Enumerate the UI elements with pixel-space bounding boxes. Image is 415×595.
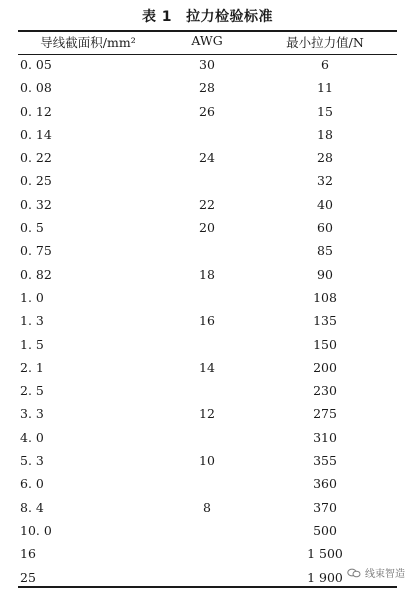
cell-awg: 16: [199, 313, 215, 329]
cell-cross-section: 3. 3: [20, 406, 44, 422]
cell-min-tension: 200: [313, 359, 337, 375]
cell-cross-section: 16: [20, 546, 36, 562]
cell-min-tension: 230: [313, 383, 337, 399]
table-row: [0, 360, 415, 383]
cell-cross-section: 0. 08: [20, 80, 52, 96]
cell-awg: 18: [199, 266, 215, 282]
cell-min-tension: 310: [313, 429, 337, 445]
cell-min-tension: 15: [317, 103, 333, 119]
table-row: [0, 313, 415, 336]
table-bottom-rule: [18, 586, 397, 588]
table-row: [0, 197, 415, 220]
cell-awg: 30: [199, 57, 215, 72]
cell-cross-section: 0. 22: [20, 150, 52, 166]
cell-cross-section: 0. 5: [20, 220, 44, 236]
table-row: [0, 406, 415, 429]
cell-min-tension: 90: [317, 266, 333, 282]
watermark: [347, 565, 405, 580]
cell-min-tension: 135: [313, 313, 337, 329]
cell-cross-section: 0. 12: [20, 103, 52, 119]
cell-awg: 10: [199, 453, 215, 469]
cell-min-tension: 500: [313, 522, 337, 538]
cell-awg: 26: [199, 103, 215, 119]
cell-cross-section: 5. 3: [20, 453, 44, 469]
cell-min-tension: 28: [317, 150, 333, 166]
cell-cross-section: 2. 5: [20, 383, 44, 399]
table-row: [0, 430, 415, 453]
table-number: 表 1: [141, 9, 173, 25]
cell-min-tension: 150: [313, 336, 337, 352]
cell-min-tension: 18: [317, 126, 333, 142]
cell-cross-section: 6. 0: [20, 476, 44, 492]
table-row: [0, 337, 415, 360]
cell-min-tension: 85: [317, 243, 333, 259]
table-row: [0, 523, 415, 546]
cell-min-tension: 360: [313, 476, 337, 492]
table-row: [0, 267, 415, 290]
cell-min-tension: 275: [313, 406, 337, 422]
cell-awg: 8: [203, 499, 211, 515]
cell-cross-section: 0. 75: [20, 243, 52, 259]
cell-min-tension: 108: [313, 289, 337, 305]
cell-cross-section: 0. 82: [20, 266, 52, 282]
cell-min-tension: 1 900: [307, 569, 343, 585]
table-header-rule: [18, 54, 397, 55]
header-awg: AWG: [191, 33, 223, 48]
cell-cross-section: 0. 32: [20, 196, 52, 212]
table-row: [0, 290, 415, 313]
table-header: [0, 33, 415, 53]
header-cross-section: 导线截面积/mm²: [40, 35, 136, 50]
cell-cross-section: 1. 3: [20, 313, 44, 329]
cell-cross-section: 8. 4: [20, 499, 44, 515]
cell-awg: 20: [199, 220, 215, 236]
table-row: [0, 104, 415, 127]
cell-min-tension: 11: [317, 80, 333, 96]
cell-min-tension: 1 500: [307, 546, 343, 562]
table-row: [0, 243, 415, 266]
cell-cross-section: 0. 14: [20, 126, 52, 142]
table-row: [0, 476, 415, 499]
cell-awg: 24: [199, 150, 215, 166]
table-row: [0, 57, 415, 80]
watermark-text: 线束智造: [365, 569, 405, 580]
cell-min-tension: 32: [317, 173, 333, 189]
cell-cross-section: 1. 5: [20, 336, 44, 352]
table-top-rule: [18, 30, 397, 32]
cell-min-tension: 40: [317, 196, 333, 212]
table-row: [0, 173, 415, 196]
table-row: [0, 220, 415, 243]
cell-cross-section: 2. 1: [20, 359, 44, 375]
cell-cross-section: 10. 0: [20, 522, 52, 538]
table-row: [0, 127, 415, 150]
header-min-tension: 最小拉力值/N: [286, 35, 364, 50]
cell-cross-section: 0. 05: [20, 57, 52, 72]
cell-cross-section: 4. 0: [20, 429, 44, 445]
table-caption: [0, 6, 415, 26]
table-row: [0, 453, 415, 476]
cell-awg: 28: [199, 80, 215, 96]
table-title: 拉力检验标准: [186, 9, 274, 25]
cell-min-tension: 6: [321, 57, 329, 72]
cell-min-tension: 370: [313, 499, 337, 515]
cell-awg: 22: [199, 196, 215, 212]
cell-cross-section: 1. 0: [20, 289, 44, 305]
cell-min-tension: 60: [317, 220, 333, 236]
cell-cross-section: 0. 25: [20, 173, 52, 189]
table-row: [0, 383, 415, 406]
table-row: [0, 150, 415, 173]
cell-awg: 12: [199, 406, 215, 422]
table-row: [0, 500, 415, 523]
cell-min-tension: 355: [313, 453, 337, 469]
cell-cross-section: 25: [20, 569, 36, 585]
table-body: [0, 57, 415, 593]
cell-awg: 14: [199, 359, 215, 375]
table-row: [0, 80, 415, 103]
wechat-icon: [347, 568, 361, 578]
